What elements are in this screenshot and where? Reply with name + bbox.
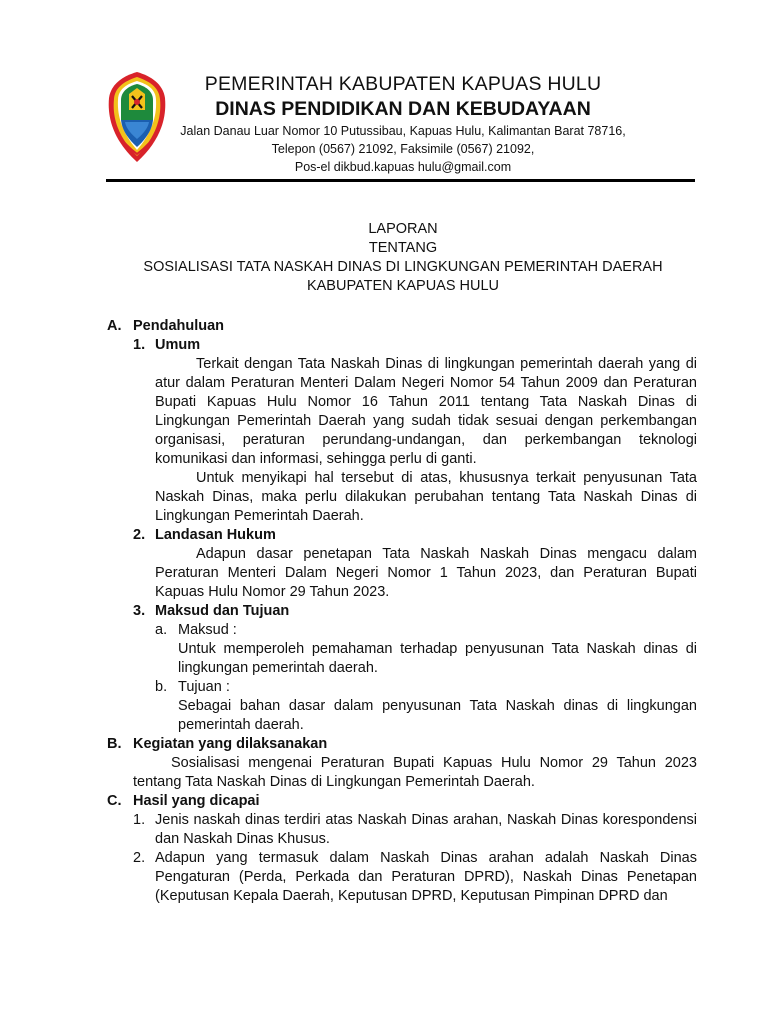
government-name: PEMERINTAH KABUPATEN KAPUAS HULU bbox=[204, 73, 602, 95]
hasil-item-2-marker: 2. bbox=[133, 850, 146, 866]
subsection-umum-marker: 1. bbox=[133, 337, 146, 353]
address-line-1: Jalan Danau Luar Nomor 10 Putussibau, Kapuas Hulu, Kalimantan Barat 78716, bbox=[180, 124, 626, 138]
maksud-item bbox=[107, 621, 697, 640]
hasil-item-2-text: Adapun yang termasuk dalam Naskah Dinas arahan adalah Naskah Dinas Pengaturan (Perda, Perkada dan Peraturan DPRD), Naskah Dinas Penetapan (Keputusan Kepala Daerah, Keputusan DPRD, Keputusan Pimpinan DPRD dan bbox=[155, 850, 697, 904]
hasil-item-1 bbox=[107, 811, 697, 849]
tujuan-item-label: Tujuan : bbox=[178, 679, 230, 695]
subsection-landasan-title: Landasan Hukum bbox=[155, 527, 276, 543]
subsection-maksud-heading bbox=[107, 602, 697, 621]
umum-paragraph-1: Terkait dengan Tata Naskah Dinas di lingkungan pemerintah daerah yang di atur dalam Peraturan Menteri Dalam Negeri Nomor 54 Tahun 2009 dan Peraturan Bupati Kapuas Hulu Nomor 16 Tahun 2011 tentang Tata Naskah Dinas di Lingkungan Pemerintah Daerah yang sudah tidak sesuai dengan perkembangan organisasi, peraturan perundang-undangan, dan perkembangan teknologi komunikasi dan informasi, sehingga perlu di ganti. bbox=[155, 356, 697, 467]
section-b-heading bbox=[107, 735, 697, 754]
subsection-umum-title: Umum bbox=[155, 337, 201, 353]
address-line-3: Pos-el dikbud.kapuas hulu@gmail.com bbox=[294, 160, 512, 174]
hasil-item-1-text: Jenis naskah dinas terdiri atas Naskah Dinas arahan, Naskah Dinas korespondensi dan Naskah Dinas Khusus. bbox=[155, 812, 697, 847]
address-line-2: Telepon (0567) 21092, Faksimile (0567) 21092, bbox=[271, 142, 535, 156]
agency-name: DINAS PENDIDIKAN DAN KEBUDAYAAN bbox=[215, 98, 591, 120]
title-line-2: TENTANG bbox=[368, 240, 438, 256]
subsection-umum-heading bbox=[107, 336, 697, 355]
section-c-title: Hasil yang dicapai bbox=[133, 793, 260, 809]
maksud-text: Untuk memperoleh pemahaman terhadap penyusunan Tata Naskah dinas di lingkungan pemerintah daerah. bbox=[178, 641, 697, 676]
section-b-title: Kegiatan yang dilaksanakan bbox=[133, 736, 328, 752]
letterhead-divider bbox=[106, 179, 695, 182]
hasil-item-2 bbox=[107, 849, 697, 906]
letterhead bbox=[160, 72, 646, 176]
maksud-item-label: Maksud : bbox=[178, 622, 237, 638]
section-c-heading bbox=[107, 792, 697, 811]
report-body bbox=[107, 317, 697, 906]
umum-paragraph-2: Untuk menyikapi hal tersebut di atas, khususnya terkait penyusunan Tata Naskah Dinas, maka perlu dilakukan perubahan tentang Tata Naskah Dinas di Lingkungan Pemerintah Daerah. bbox=[155, 470, 697, 524]
tujuan-text: Sebagai bahan dasar dalam penyusunan Tata Naskah dinas di lingkungan pemerintah daerah. bbox=[178, 698, 697, 733]
tujuan-item bbox=[107, 678, 697, 697]
section-b-marker: B. bbox=[107, 736, 122, 752]
subsection-landasan-heading bbox=[107, 526, 697, 545]
title-line-3: SOSIALISASI TATA NASKAH DINAS DI LINGKUNGAN PEMERINTAH DAERAH bbox=[143, 259, 663, 275]
maksud-item-marker: a. bbox=[155, 622, 168, 638]
hasil-item-1-marker: 1. bbox=[133, 812, 146, 828]
subsection-maksud-title: Maksud dan Tujuan bbox=[155, 603, 290, 619]
title-line-1: LAPORAN bbox=[368, 221, 438, 237]
section-c-marker: C. bbox=[107, 793, 122, 809]
subsection-maksud-marker: 3. bbox=[133, 603, 146, 619]
subsection-landasan-marker: 2. bbox=[133, 527, 146, 543]
tujuan-item-marker: b. bbox=[155, 679, 168, 695]
kegiatan-paragraph: Sosialisasi mengenai Peraturan Bupati Kapuas Hulu Nomor 29 Tahun 2023 tentang Tata Naskah Dinas di Lingkungan Pemerintah Daerah. bbox=[133, 755, 697, 790]
landasan-paragraph: Adapun dasar penetapan Tata Naskah Naskah Dinas mengacu dalam Peraturan Menteri Dalam Negeri Nomor 1 Tahun 2023, dan Peraturan Bupati Kapuas Hulu Nomor 29 Tahun 2023. bbox=[155, 546, 697, 600]
report-title bbox=[100, 220, 706, 296]
title-line-4: KABUPATEN KAPUAS HULU bbox=[306, 278, 500, 294]
section-a-heading bbox=[107, 317, 697, 336]
section-a-marker: A. bbox=[107, 318, 122, 334]
section-a-title: Pendahuluan bbox=[133, 318, 225, 334]
